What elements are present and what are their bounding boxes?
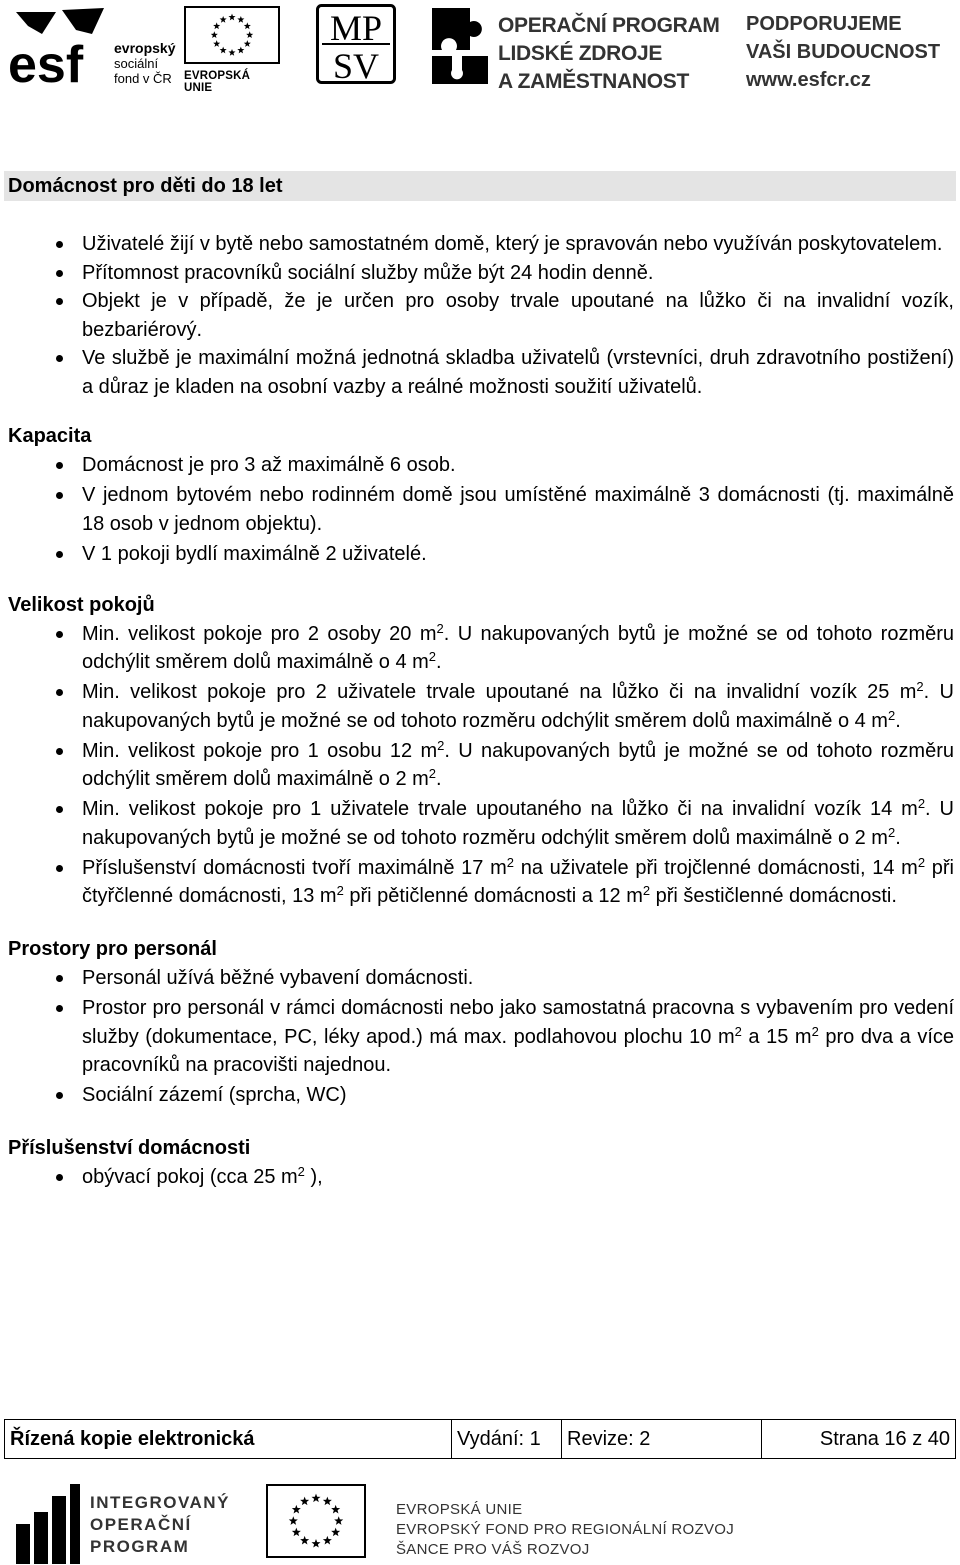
eu-star-icon [211, 31, 218, 38]
footer-table [4, 1419, 956, 1459]
eu-star-icon [244, 40, 251, 47]
eu-stars-icon [184, 6, 280, 64]
list-item: Min. velikost pokoje pro 1 uživatele trvale upoutaného na lůžko či na invalidní vozík 14 $m^2$. U nakupovaných bytů je možné se od tohoto rozměru odchýlit směrem dolů maximálně o 2 $m^2$. [82, 795, 954, 852]
eu-star-icon [311, 1539, 320, 1548]
eu-star-icon [334, 1516, 343, 1525]
page-title: Domácnost pro děti do 18 let [4, 171, 956, 201]
prislusenstvi-list [0, 1163, 960, 1192]
eu-star-icon [300, 1497, 309, 1506]
list-item: Prostor pro personál v rámci domácnosti nebo jako samostatná pracovna s vybavením pro vedení služby (dokumentace, PC, léky apod.) má max. podlahovou plochu 10 $m^2$ a 15 $m^2$ pro dva a více pracovníků na pracovišti najednou. [82, 994, 954, 1080]
esf-line-3: fond v ČR [114, 71, 172, 86]
esf-logo [6, 4, 182, 88]
puzzle-icon [430, 6, 492, 86]
eu-star-icon [220, 16, 227, 23]
list-item: obývací pokoj (cca 25 $m^2$ ), [82, 1163, 954, 1192]
mpsv-logo [316, 4, 396, 84]
list-item: V jednom bytovém nebo rodinném domě jsou umístěné maximálně 3 domácnosti (tj. maximálně 18 osob v jednom objektu). [82, 481, 954, 538]
eu-label: EVROPSKÁ UNIE [184, 70, 251, 94]
section-heading-velikost: Velikost pokojů [8, 593, 155, 616]
eu-star-icon [228, 49, 235, 56]
personal-list [0, 964, 960, 1110]
section-heading-personal: Prostory pro personál [8, 938, 217, 960]
iop-text [90, 1492, 230, 1558]
eu-star-icon [228, 14, 235, 21]
erdf-text [396, 1500, 734, 1560]
list-item: Min. velikost pokoje pro 2 uživatele trvale upoutané na lůžko či na invalidní vozík 25 $m^2$. U nakupovaných bytů je možné se od tohoto rozměru odchýlit směrem dolů maximálně o 4 $m^2$. [82, 678, 954, 735]
list-item: Personál užívá běžné vybavení domácnosti. [82, 964, 954, 993]
eu-star-icon [292, 1528, 301, 1537]
list-item: Min. velikost pokoje pro 2 osoby 20 $m^2$. U nakupovaných bytů je možné se od tohoto rozměru odchýlit směrem dolů maximálně o 4 $m^2$. [82, 620, 954, 677]
eu-star-icon [237, 47, 244, 54]
eu-star-icon [220, 47, 227, 54]
eu-star-icon [289, 1516, 298, 1525]
esf-logo-text [114, 40, 175, 86]
slogan-website: www.esfcr.cz [746, 69, 871, 91]
list-item: V 1 pokoji bydlí maximálně 2 uživatelé. [82, 540, 954, 569]
iop-line-2: OPERAČNÍ [90, 1515, 192, 1534]
list-item: Domácnost je pro 3 až maximálně 6 osob. [82, 451, 954, 480]
slogan-line-2: VAŠI BUDOUCNOST [746, 41, 941, 63]
eu-star-icon [292, 1505, 301, 1514]
erdf-line-3: ŠANCE PRO VÁŠ ROZVOJ [396, 1541, 590, 1558]
op-line-3: A ZAMĚSTNANOST [498, 70, 690, 93]
list-item: Přítomnost pracovníků sociální služby může být 24 hodin denně. [82, 259, 954, 288]
eu-star-icon [213, 40, 220, 47]
eu-star-icon [323, 1497, 332, 1506]
eu-star-icon [213, 22, 220, 29]
footer-page-number: Strana 16 z 40 [819, 1428, 950, 1450]
eu-logo [184, 6, 280, 94]
slogan-line-1: PODPORUJEME [746, 13, 902, 35]
footer-edition: Vydání: 1 [452, 1420, 562, 1458]
eu-star-icon [331, 1505, 340, 1514]
iop-line-1: INTEGROVANÝ [90, 1493, 230, 1512]
eu-stars-icon-bottom [266, 1484, 366, 1558]
footer-revision: Revize: 2 [562, 1420, 762, 1458]
eu-star-icon [323, 1536, 332, 1545]
list-item: Sociální zázemí (sprcha, WC) [82, 1081, 954, 1110]
esf-line-1: evropský [114, 40, 176, 56]
esf-logo-icon [6, 4, 110, 88]
slogan [746, 10, 940, 94]
document-body [0, 230, 960, 1192]
list-item: Min. velikost pokoje pro 1 osobu 12 $m^2$. U nakupovaných bytů je možné se od tohoto rozměru odchýlit směrem dolů maximálně o 2 $m^2$. [82, 737, 954, 794]
erdf-line-1: EVROPSKÁ UNIE [396, 1501, 523, 1518]
iop-logo [14, 1484, 244, 1564]
eu-star-icon [244, 22, 251, 29]
section-heading-kapacita: Kapacita [8, 425, 92, 447]
eu-star-icon [311, 1494, 320, 1503]
erdf-line-2: EVROPSKÝ FOND PRO REGIONÁLNÍ ROZVOJ [396, 1521, 735, 1538]
svg-text:esf: esf [8, 36, 84, 88]
eu-star-icon [237, 16, 244, 23]
op-line-1: OPERAČNÍ PROGRAM [498, 14, 720, 37]
intro-list [0, 230, 960, 401]
velikost-list [0, 620, 960, 911]
eu-star-icon [331, 1528, 340, 1537]
mpsv-line-2: SV [332, 46, 380, 84]
header-logos [0, 0, 960, 100]
op-lzz-text [498, 12, 720, 96]
list-item: Ve službě je maximální možná jednotná skladba uživatelů (vrstevníci, druh zdravotního postižení) a důraz je kladen na osobní vazby a reálné možnosti soužití uživatelů. [82, 344, 954, 401]
kapacita-list [0, 451, 960, 568]
mpsv-line-1: MP [329, 8, 383, 48]
esf-line-2: sociální [114, 56, 159, 71]
eu-star-icon [246, 31, 253, 38]
eu-star-icon [300, 1536, 309, 1545]
footer-copy-type: Řízená kopie elektronická [5, 1420, 452, 1458]
iop-bars-icon [14, 1484, 80, 1564]
section-heading-prislusenstvi: Příslušenství domácnosti [8, 1137, 251, 1159]
list-item: Objekt je v případě, že je určen pro osoby trvale upoutané na lůžko či na invalidní vozík, bezbariérový. [82, 287, 954, 344]
list-item: Uživatelé žijí v bytě nebo samostatném domě, který je spravován nebo využíván poskytovatelem. [82, 230, 954, 259]
op-lzz-logo [430, 6, 730, 93]
iop-line-3: PROGRAM [90, 1537, 190, 1556]
op-line-2: LIDSKÉ ZDROJE [498, 42, 663, 65]
list-item: Příslušenství domácnosti tvoří maximálně 17 $m^2$ na uživatele při trojčlenné domácnosti, 14 $m^2$ při čtyřčlenné domácnosti, 13 $m^2$ při pětičlenné domácnosti a 12 $m^2$ při šestičlenné domácnosti. [82, 854, 954, 911]
